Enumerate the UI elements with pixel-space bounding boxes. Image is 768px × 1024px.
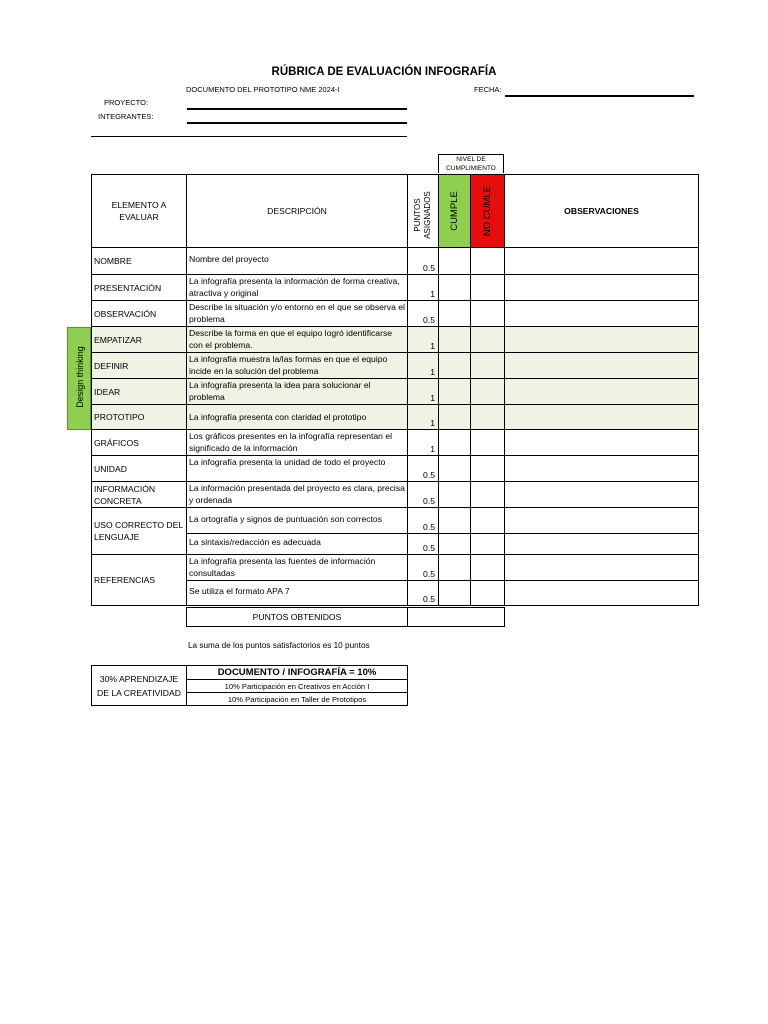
design-thinking-label: Design thinking [75,346,85,408]
row-description: Describe la situación y/o entorno en el que se observa el problema [187,301,408,327]
row-element: PRESENTACIÓN [92,275,187,301]
row-cumple-cell[interactable] [439,508,471,534]
row-cumple-cell[interactable] [439,327,471,353]
row-observaciones-cell[interactable] [505,482,699,508]
row-cumple-cell[interactable] [439,430,471,456]
row-points: 1 [408,430,439,456]
integrantes-label: INTEGRANTES: [98,112,154,121]
row-no-cumple-cell[interactable] [471,405,505,430]
creativity-table [91,665,408,706]
header-no-cumple: NO CUMLE [471,175,505,248]
table-row [92,353,699,379]
row-points: 0.5 [408,555,439,581]
integrantes-field-2[interactable] [91,136,407,137]
row-observaciones-cell[interactable] [505,275,699,301]
table-row [92,301,699,327]
row-element: OBSERVACIÓN [92,301,187,327]
row-points: 1 [408,353,439,379]
creativity-header: DOCUMENTO / INFOGRAFÍA = 10% [187,666,408,680]
table-row [92,508,699,534]
header-observaciones: OBSERVACIONES [505,175,699,248]
row-observaciones-cell[interactable] [505,508,699,534]
row-observaciones-cell[interactable] [505,327,699,353]
row-cumple-cell[interactable] [439,353,471,379]
row-points: 1 [408,405,439,430]
row-element: PROTOTIPO [92,405,187,430]
row-no-cumple-cell[interactable] [471,353,505,379]
table-row [92,482,699,508]
row-points: 1 [408,275,439,301]
row-observaciones-cell[interactable] [505,248,699,275]
row-no-cumple-cell[interactable] [471,508,505,534]
page-title: RÚBRICA DE EVALUACIÓN INFOGRAFÍA [271,66,497,78]
row-points: 0.5 [408,581,439,606]
header-elemento: ELEMENTO A EVALUAR [92,175,187,248]
row-points: 1 [408,327,439,353]
creativity-label: 30% APRENDIZAJE DE LA CREATIVIDAD [92,666,187,706]
row-element: EMPATIZAR [92,327,187,353]
row-cumple-cell[interactable] [439,456,471,482]
table-header-row [92,175,699,248]
integrantes-field[interactable] [187,122,407,124]
row-description: Se utiliza el formato APA 7 [187,581,408,606]
row-observaciones-cell[interactable] [505,534,699,555]
row-observaciones-cell[interactable] [505,581,699,606]
table-row [92,275,699,301]
document-label: DOCUMENTO DEL PROTOTIPO NME 2024-I [186,85,340,94]
row-cumple-cell[interactable] [439,482,471,508]
row-cumple-cell[interactable] [439,248,471,275]
table-row [92,456,699,482]
header-descripcion: DESCRIPCIÓN [187,175,408,248]
row-description: Nombre del proyecto [187,248,408,275]
row-description: La infografía muestra la/las formas en que el equipo incide en la solución del problema [187,353,408,379]
row-element: INFORMACIÓN CONCRETA [92,482,187,508]
row-description: Describe la forma en que el equipo logró identificarse con el problema. [187,327,408,353]
proyecto-field[interactable] [187,108,407,110]
row-element: NOMBRE [92,248,187,275]
row-description: La infografía presenta con claridad el prototipo [187,405,408,430]
table-row [92,555,699,581]
fecha-field[interactable] [505,95,694,97]
row-observaciones-cell[interactable] [505,430,699,456]
note-text: La suma de los puntos satisfactorios es 10 puntos [188,641,370,650]
row-description: La infografía presenta la unidad de todo el proyecto [187,456,408,482]
row-cumple-cell[interactable] [439,581,471,606]
row-points: 0.5 [408,508,439,534]
row-no-cumple-cell[interactable] [471,301,505,327]
table-row [92,327,699,353]
row-cumple-cell[interactable] [439,534,471,555]
table-row [92,248,699,275]
row-description: La ortografía y signos de puntuación son correctos [187,508,408,534]
row-description: La infografía presenta las fuentes de información consultadas [187,555,408,581]
fecha-label: FECHA: [474,85,502,94]
row-cumple-cell[interactable] [439,555,471,581]
row-element: USO CORRECTO DEL LENGUAJE [92,508,187,555]
row-points: 0.5 [408,482,439,508]
row-element: IDEAR [92,379,187,405]
design-thinking-tab [67,327,91,430]
row-observaciones-cell[interactable] [505,456,699,482]
total-label: PUNTOS OBTENIDOS [187,608,408,627]
proyecto-label: PROYECTO: [104,98,149,107]
row-points: 0.5 [408,456,439,482]
row-description: La infografía presenta la información de forma creativa, atractiva y original [187,275,408,301]
row-description: La sintaxis/redacción es adecuada [187,534,408,555]
row-observaciones-cell[interactable] [505,405,699,430]
total-value-cell[interactable] [408,608,505,627]
row-observaciones-cell[interactable] [505,555,699,581]
row-cumple-cell[interactable] [439,301,471,327]
row-no-cumple-cell[interactable] [471,430,505,456]
row-element: GRÁFICOS [92,430,187,456]
row-description: La información presentada del proyecto es clara, precisa y ordenada [187,482,408,508]
row-description: La infografía presenta la idea para solucionar el problema [187,379,408,405]
row-observaciones-cell[interactable] [505,379,699,405]
row-element: DEFINIR [92,353,187,379]
row-points: 1 [408,379,439,405]
row-no-cumple-cell[interactable] [471,275,505,301]
row-no-cumple-cell[interactable] [471,456,505,482]
row-description: Los gráficos presentes en la infografía representan el significado de la información [187,430,408,456]
creativity-line-1: 10% Participación en Creativos en Acción I [187,680,408,693]
row-cumple-cell[interactable] [439,379,471,405]
row-cumple-cell[interactable] [439,405,471,430]
creativity-line-2: 10% Participación en Taller de Prototipos [187,693,408,706]
row-points: 0.5 [408,248,439,275]
row-points: 0.5 [408,534,439,555]
rubric-table [91,174,699,606]
row-observaciones-cell[interactable] [505,353,699,379]
row-cumple-cell[interactable] [439,275,471,301]
row-no-cumple-cell[interactable] [471,482,505,508]
row-element: REFERENCIAS [92,555,187,606]
row-observaciones-cell[interactable] [505,301,699,327]
table-row [92,379,699,405]
header-puntos: PUNTOS ASIGNADOS [408,175,439,248]
row-no-cumple-cell[interactable] [471,581,505,606]
row-element: UNIDAD [92,456,187,482]
table-row [92,405,699,430]
row-points: 0.5 [408,301,439,327]
row-no-cumple-cell[interactable] [471,379,505,405]
row-no-cumple-cell[interactable] [471,555,505,581]
nivel-cumplimiento-label: NIVEL DE CUMPLIMIENTO [438,154,504,173]
header-cumple: CUMPLE [439,175,471,248]
table-row [92,430,699,456]
row-no-cumple-cell[interactable] [471,248,505,275]
total-table [186,607,505,627]
row-no-cumple-cell[interactable] [471,534,505,555]
row-no-cumple-cell[interactable] [471,327,505,353]
